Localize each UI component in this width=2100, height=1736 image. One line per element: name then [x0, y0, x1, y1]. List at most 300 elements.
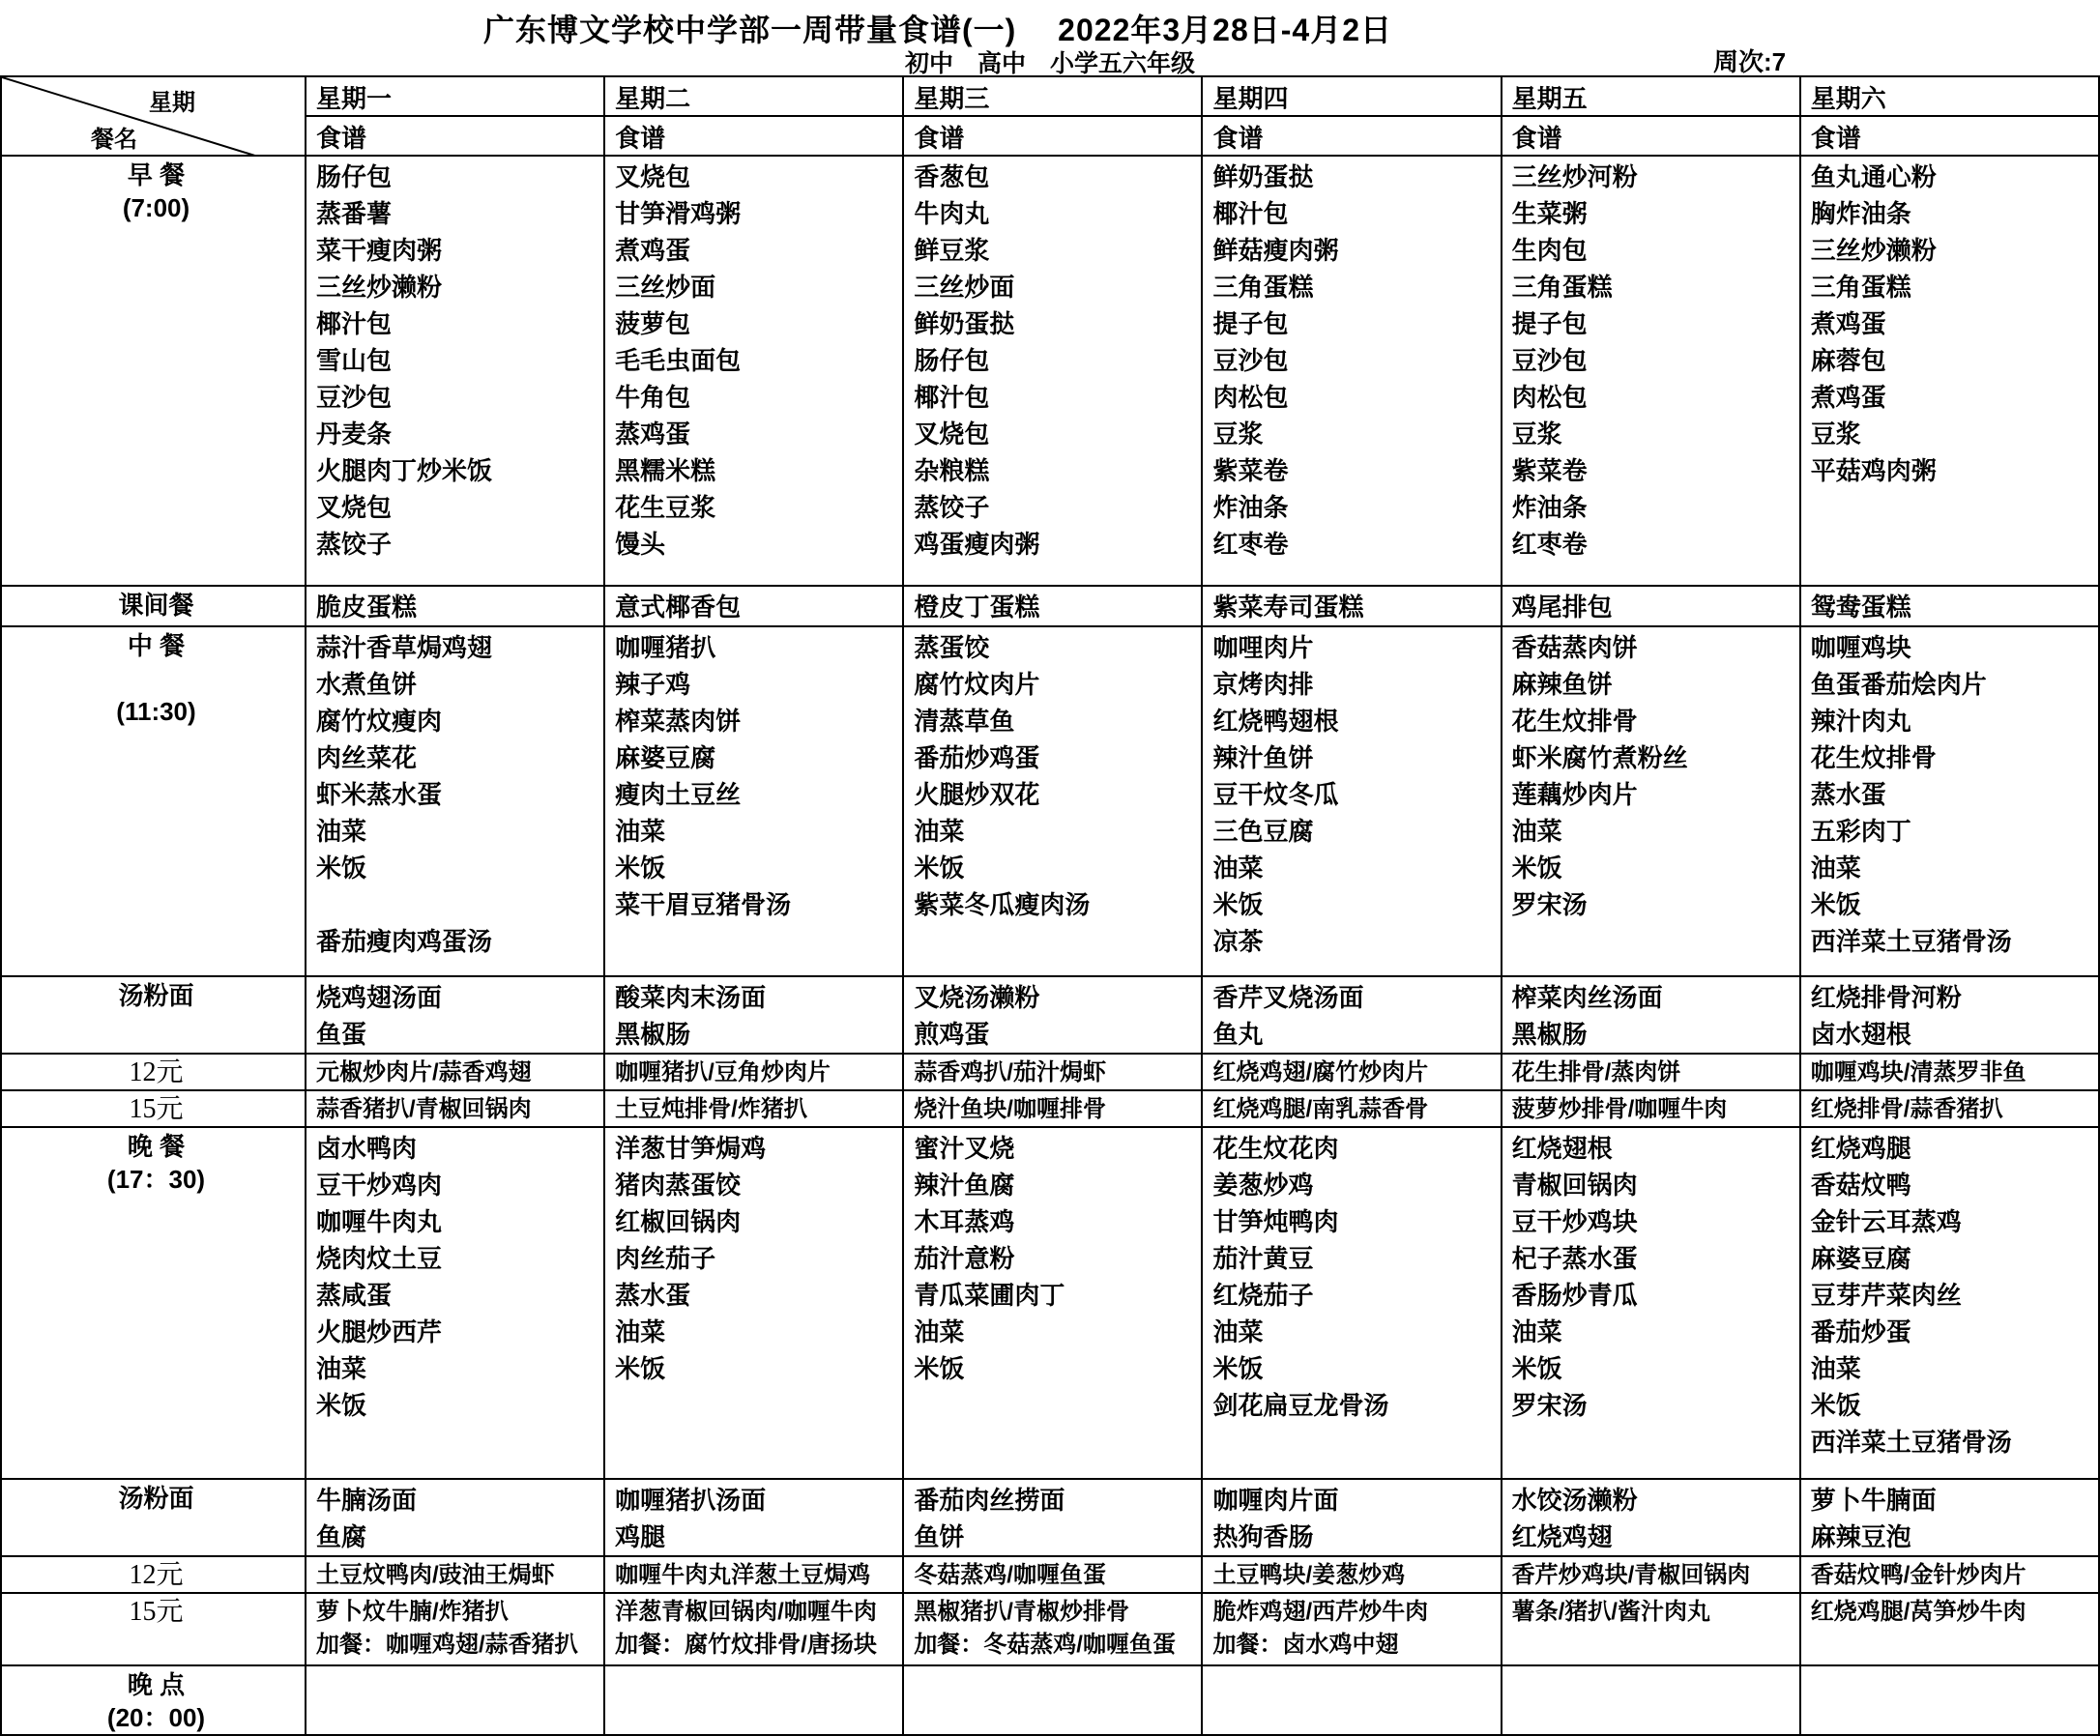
menu-item-line: 黑椒肠	[615, 1020, 691, 1049]
menu-item-line: 清蒸草鱼	[914, 707, 1015, 736]
menu-item-line: 咖喱猪扒	[615, 633, 716, 662]
menu-cell	[1800, 1665, 2099, 1735]
menu-item-line: 番茄炒鸡蛋	[914, 743, 1040, 772]
menu-item-line: 肠仔包	[914, 346, 990, 375]
menu-cell	[604, 1665, 903, 1735]
menu-cell	[1800, 1090, 2099, 1127]
menu-item-line: 豆沙包	[316, 383, 393, 412]
menu-item-line: 水煮鱼饼	[316, 670, 418, 699]
menu-item-line: 香肠炒青瓜	[1511, 1281, 1638, 1310]
menu-item-line: 番茄瘦肉鸡蛋汤	[316, 927, 493, 956]
menu-cell	[1502, 156, 1800, 586]
menu-item-line: 杂粮糕	[914, 456, 990, 485]
menu-cell	[604, 1090, 903, 1127]
menu-cell	[1202, 586, 1501, 626]
menu-item-line: 豆沙包	[1212, 346, 1289, 375]
menu-item-line: 鱼饼	[914, 1522, 965, 1551]
menu-item-line: 菜干眉豆猪骨汤	[615, 890, 792, 919]
menu-item-line: 鱼蛋	[316, 1020, 367, 1049]
menu-item-line: 油菜	[914, 1317, 965, 1346]
menu-item-line: 咖喱猪扒/豆角炒肉片	[615, 1059, 831, 1085]
menu-item-line: 甘笋滑鸡粥	[615, 199, 742, 228]
menu-item-line: 红枣卷	[1511, 530, 1588, 559]
row-label-snack	[1, 586, 306, 626]
menu-item-line: 鲜奶蛋挞	[914, 309, 1015, 338]
menu-item-line: 提子包	[1511, 309, 1588, 338]
menu-item-line: 元椒炒肉片/蒜香鸡翅	[316, 1059, 532, 1085]
menu-cell	[1800, 626, 2099, 976]
corner-label-meal: 餐名	[91, 127, 137, 153]
menu-row-lunch-noodles	[1, 976, 2099, 1054]
menu-cell	[1502, 1127, 1800, 1479]
menu-item-line: 米饭	[1511, 854, 1562, 882]
menu-item-line: 米饭	[316, 1391, 367, 1420]
menu-item-line: 豆干炆冬瓜	[1212, 780, 1339, 809]
menu-item-line: 提子包	[1212, 309, 1289, 338]
menu-cell	[1800, 1127, 2099, 1479]
menu-item-line: 米饭	[1212, 890, 1264, 919]
corner-cell	[1, 76, 306, 156]
menu-item-line: 木耳蒸鸡	[914, 1207, 1015, 1236]
menu-cell	[903, 1593, 1202, 1665]
menu-item-line: 香菇炆鸭	[1810, 1171, 1911, 1200]
menu-cell	[903, 976, 1202, 1054]
menu-item-line: 红烧排骨河粉	[1810, 983, 1962, 1012]
menu-cell	[1502, 626, 1800, 976]
menu-item-line: 花生炆排骨	[1511, 707, 1638, 736]
menu-item-line: 鸡尾排包	[1511, 593, 1613, 622]
menu-cell	[306, 156, 604, 586]
row-label-breakfast	[1, 156, 306, 586]
menu-item-line: 榨菜蒸肉饼	[615, 707, 742, 736]
menu-item-line: 黑糯米糕	[615, 456, 716, 485]
menu-item-line: 咖喱鸡块/清蒸罗非鱼	[1810, 1059, 2027, 1085]
recipe-header: 食谱	[903, 116, 1202, 156]
menu-cell	[1800, 1556, 2099, 1593]
menu-row-lunch-15	[1, 1090, 2099, 1127]
menu-item-line: 15元	[129, 1597, 184, 1627]
menu-item-line: 红椒回锅肉	[615, 1207, 742, 1236]
menu-item-line: 火腿炒双花	[914, 780, 1040, 809]
menu-item-line: 肠仔包	[316, 162, 393, 191]
menu-item-line: 凉茶	[1212, 927, 1264, 956]
menu-item-line: 三丝炒濑粉	[316, 273, 443, 302]
menu-item-line: 咖喱猪扒汤面	[615, 1486, 767, 1515]
menu-item-line: 肉丝菜花	[316, 743, 418, 772]
menu-item-line: 咖喱牛肉丸洋葱土豆焗鸡	[615, 1562, 871, 1588]
menu-item-line: 蜜汁叉烧	[914, 1134, 1015, 1163]
menu-item-line: 煮鸡蛋	[615, 236, 691, 265]
menu-item-line: 萝卜炆牛腩/炸猪扒	[316, 1599, 509, 1625]
menu-item-line: 米饭	[316, 854, 367, 882]
menu-row-dinner	[1, 1127, 2099, 1479]
menu-item-line: 蒜汁香草焗鸡翅	[316, 633, 493, 662]
menu-cell	[1202, 626, 1501, 976]
menu-item-line: 三丝炒面	[615, 273, 716, 302]
menu-cell	[306, 586, 604, 626]
menu-item-line: 香菇蒸肉饼	[1511, 633, 1638, 662]
menu-item-line: 中 餐	[127, 631, 186, 660]
menu-cell	[306, 1593, 604, 1665]
menu-item-line: 红烧鸡腿/南乳蒜香骨	[1212, 1096, 1429, 1122]
menu-item-line: 油菜	[316, 817, 367, 846]
menu-item-line: 米饭	[1810, 1391, 1861, 1420]
menu-row-lunch	[1, 626, 2099, 976]
menu-item-line: 火腿炒西芹	[316, 1317, 443, 1346]
recipe-header: 食谱	[306, 116, 604, 156]
menu-item-line: (20：00)	[106, 1703, 206, 1732]
menu-item-line: 雪山包	[316, 346, 393, 375]
menu-item-line: 茄汁黄豆	[1212, 1244, 1314, 1273]
menu-item-line: 豆芽芹菜肉丝	[1810, 1281, 1962, 1310]
menu-item-line: 煮鸡蛋	[1810, 383, 1886, 412]
menu-row-lunch-12	[1, 1054, 2099, 1090]
menu-item-line: 椰汁包	[316, 309, 393, 338]
menu-item-line: 汤粉面	[118, 1484, 194, 1513]
menu-cell	[1800, 1479, 2099, 1556]
menu-cell	[1800, 976, 2099, 1054]
menu-item-line: 蒸饺子	[316, 530, 393, 559]
menu-cell	[604, 626, 903, 976]
menu-item-line: 土豆炖排骨/炸猪扒	[615, 1096, 807, 1122]
menu-item-line: 杞子蒸水蛋	[1511, 1244, 1638, 1273]
menu-item-line: 12元	[129, 1560, 184, 1590]
menu-item-line: 炸油条	[1511, 493, 1588, 522]
day-header: 星期四	[1202, 76, 1501, 116]
menu-row-dinner-12	[1, 1556, 2099, 1593]
menu-item-line: 油菜	[615, 1317, 666, 1346]
menu-item-line: 蒸蛋饺	[914, 633, 990, 662]
menu-cell	[1502, 1556, 1800, 1593]
menu-item-line: 早 餐	[127, 160, 186, 189]
menu-row-dinner-noodles	[1, 1479, 2099, 1556]
row-label-dinner-12	[1, 1556, 306, 1593]
menu-item-line: 番茄炒蛋	[1810, 1317, 1911, 1346]
menu-item-line: 罗宋汤	[1511, 890, 1588, 919]
menu-cell	[1202, 1090, 1501, 1127]
menu-cell	[604, 1593, 903, 1665]
menu-item-line: 加餐：咖喱鸡翅/蒜香猪扒	[316, 1632, 578, 1658]
menu-item-line: 鸡蛋瘦肉粥	[914, 530, 1040, 559]
menu-cell	[1800, 586, 2099, 626]
menu-row-dinner-15	[1, 1593, 2099, 1665]
menu-item-line: 腐竹炆肉片	[914, 670, 1040, 699]
menu-item-line: 三角蛋糕	[1810, 273, 1911, 302]
menu-item-line: 鱼丸	[1212, 1020, 1264, 1049]
menu-row-late-snack	[1, 1665, 2099, 1735]
menu-item-line: 辣汁鱼饼	[1212, 743, 1314, 772]
menu-item-line: 蒸鸡蛋	[615, 420, 691, 448]
menu-item-line	[316, 886, 599, 923]
menu-cell	[1202, 1593, 1501, 1665]
menu-item-line: 花生炆花肉	[1212, 1134, 1339, 1163]
menu-item-line: 烧鸡翅汤面	[316, 983, 443, 1012]
menu-cell	[306, 976, 604, 1054]
menu-item-line: (7:00)	[122, 193, 190, 222]
menu-item-line: 鸳鸯蛋糕	[1810, 593, 1911, 622]
menu-item-line: 肉松包	[1511, 383, 1588, 412]
menu-item-line: 叉烧包	[914, 420, 990, 448]
menu-cell	[306, 1479, 604, 1556]
menu-item-line: 咖喱鸡块	[1810, 633, 1911, 662]
menu-cell	[306, 1127, 604, 1479]
menu-item-line: 豆干炒鸡块	[1511, 1207, 1638, 1236]
menu-item-line: 花生排骨/蒸肉饼	[1511, 1059, 1681, 1085]
menu-item-line: 莲藕炒肉片	[1511, 780, 1638, 809]
menu-cell	[1800, 156, 2099, 586]
menu-item-line: 紫菜卷	[1511, 456, 1588, 485]
menu-row-breakfast	[1, 156, 2099, 586]
menu-item-line: 油菜	[1212, 854, 1264, 882]
menu-item-line: 榨菜肉丝汤面	[1511, 983, 1663, 1012]
menu-item-line: 辣汁鱼腐	[914, 1171, 1015, 1200]
menu-item-line: 红烧排骨/蒜香猪扒	[1810, 1096, 2003, 1122]
menu-item-line: 虾米腐竹煮粉丝	[1511, 743, 1688, 772]
menu-item-line: 晚 点	[127, 1670, 186, 1699]
menu-item-line: 番茄肉丝捞面	[914, 1486, 1065, 1515]
menu-cell	[1502, 1593, 1800, 1665]
menu-cell	[306, 1090, 604, 1127]
menu-item-line: 橙皮丁蛋糕	[914, 593, 1040, 622]
menu-item-line: 米饭	[1511, 1354, 1562, 1383]
menu-item-line: 洋葱青椒回锅肉/咖喱牛肉	[615, 1599, 877, 1625]
menu-item-line: 豆浆	[1212, 420, 1264, 448]
menu-cell	[903, 1556, 1202, 1593]
menu-item-line: 三色豆腐	[1212, 817, 1314, 846]
page-title: 广东博文学校中学部一周带量食谱(一) 2022年3月28日-4月2日	[482, 13, 1393, 47]
menu-cell	[306, 1054, 604, 1090]
menu-item-line: 煎鸡蛋	[914, 1020, 990, 1049]
row-label-lunch-15	[1, 1090, 306, 1127]
menu-item-line: 平菇鸡肉粥	[1810, 456, 1937, 485]
menu-cell	[1800, 1054, 2099, 1090]
menu-item-line: 15元	[129, 1094, 184, 1124]
menu-item-line: 红烧鸡腿	[1810, 1134, 1911, 1163]
menu-item-line: 瘦肉土豆丝	[615, 780, 742, 809]
menu-item-line: 油菜	[1810, 854, 1861, 882]
menu-item-line: 三丝炒濑粉	[1810, 236, 1937, 265]
day-header: 星期六	[1800, 76, 2099, 116]
menu-item-line: 米饭	[914, 1354, 965, 1383]
row-label-lunch	[1, 626, 306, 976]
menu-cell	[306, 1665, 604, 1735]
menu-item-line: 米饭	[1810, 890, 1861, 919]
menu-item-line: 红烧鸡腿/莴笋炒牛肉	[1810, 1599, 2027, 1625]
row-label-dinner	[1, 1127, 306, 1479]
menu-item-line: 豆浆	[1810, 420, 1861, 448]
menu-item-line: 紫菜冬瓜瘦肉汤	[914, 890, 1091, 919]
day-header: 星期二	[604, 76, 903, 116]
menu-item-line: 蒜香猪扒/青椒回锅肉	[316, 1096, 532, 1122]
menu-item-line: 蒸咸蛋	[316, 1281, 393, 1310]
recipe-header: 食谱	[1202, 116, 1501, 156]
menu-item-line: 酸菜肉末汤面	[615, 983, 767, 1012]
menu-item-line: 香菇炆鸭/金针炒肉片	[1810, 1562, 2027, 1588]
row-label-late-snack	[1, 1665, 306, 1735]
menu-item-line: 剑花扁豆龙骨汤	[1212, 1391, 1389, 1420]
menu-item-line: 咖哩肉片	[1212, 633, 1314, 662]
menu-item-line: 西洋菜土豆猪骨汤	[1810, 1428, 2012, 1457]
recipe-header: 食谱	[604, 116, 903, 156]
menu-item-line: 晚 餐	[127, 1132, 186, 1161]
recipe-header: 食谱	[1800, 116, 2099, 156]
menu-item-line: 油菜	[1511, 1317, 1562, 1346]
menu-item-line: 牛肉丸	[914, 199, 990, 228]
menu-item-line: 红烧鸭翅根	[1212, 707, 1339, 736]
menu-item-line: 麻婆豆腐	[615, 743, 716, 772]
menu-item-line: 猪肉蒸蛋饺	[615, 1171, 742, 1200]
menu-cell	[903, 1479, 1202, 1556]
days-header-row	[1, 76, 2099, 116]
menu-item-line: 咖喱肉片面	[1212, 1486, 1339, 1515]
menu-item-line: 叉烧汤濑粉	[914, 983, 1040, 1012]
menu-item-line: 火腿肉丁炒米饭	[316, 456, 493, 485]
menu-item-line: 12元	[129, 1057, 184, 1087]
menu-item-line: 丹麦条	[316, 420, 393, 448]
menu-item-line: 水饺汤濑粉	[1511, 1486, 1638, 1515]
week-number: 周次:7	[1713, 47, 1787, 76]
menu-item-line: 牛腩汤面	[316, 1486, 418, 1515]
menu-item-line: 西洋菜土豆猪骨汤	[1810, 927, 2012, 956]
menu-item-line: 黑椒肠	[1511, 1020, 1588, 1049]
menu-cell	[1202, 1556, 1501, 1593]
row-label-lunch-12	[1, 1054, 306, 1090]
menu-row-snack	[1, 586, 2099, 626]
menu-item-line: 椰汁包	[914, 383, 990, 412]
row-label-dinner-noodles	[1, 1479, 306, 1556]
menu-item-line: 蒸水蛋	[1810, 780, 1886, 809]
menu-cell	[604, 156, 903, 586]
menu-item-line: 辣子鸡	[615, 670, 691, 699]
recipe-header: 食谱	[1502, 116, 1800, 156]
menu-item-line: 鱼蛋番茄烩肉片	[1810, 670, 1987, 699]
menu-cell	[1202, 1479, 1501, 1556]
day-header: 星期三	[903, 76, 1202, 116]
menu-item-line: 虾米蒸水蛋	[316, 780, 443, 809]
menu-item-line: 叉烧包	[316, 493, 393, 522]
menu-item-line: 麻辣豆泡	[1810, 1522, 1911, 1551]
menu-item-line: 红烧鸡翅	[1511, 1522, 1613, 1551]
menu-item-line: 萝卜牛腩面	[1810, 1486, 1937, 1515]
document-header	[0, 0, 2100, 75]
menu-item-line: 蒸番薯	[316, 199, 393, 228]
menu-item-line: 鲜奶蛋挞	[1212, 162, 1314, 191]
menu-cell	[903, 1665, 1202, 1735]
menu-cell	[306, 626, 604, 976]
menu-item-line: 油菜	[1810, 1354, 1861, 1383]
menu-item-line: 鱼丸通心粉	[1810, 162, 1937, 191]
menu-cell	[1502, 1665, 1800, 1735]
menu-cell	[604, 586, 903, 626]
menu-item-line: 青椒回锅肉	[1511, 1171, 1638, 1200]
menu-item-line: 红烧茄子	[1212, 1281, 1314, 1310]
menu-item-line: 三角蛋糕	[1212, 273, 1314, 302]
menu-item-line: 香葱包	[914, 162, 990, 191]
menu-cell	[1502, 976, 1800, 1054]
menu-item-line: 生菜粥	[1511, 199, 1588, 228]
menu-cell	[1202, 1054, 1501, 1090]
menu-cell	[1502, 586, 1800, 626]
menu-item-line: 三丝炒面	[914, 273, 1015, 302]
weekly-menu-table	[0, 75, 2100, 1736]
menu-item-line: 土豆鸭块/姜葱炒鸡	[1212, 1562, 1406, 1588]
row-label-lunch-noodles	[1, 976, 306, 1054]
menu-item-line: 卤水翅根	[1810, 1020, 1911, 1049]
menu-cell	[604, 1556, 903, 1593]
menu-item-line: 金针云耳蒸鸡	[1810, 1207, 1962, 1236]
menu-item-line: 加餐：卤水鸡中翅	[1212, 1632, 1399, 1658]
menu-item-line: 洋葱甘笋焗鸡	[615, 1134, 767, 1163]
menu-item-line: 冬菇蒸鸡/咖喱鱼蛋	[914, 1562, 1106, 1588]
menu-item-line: 胸炸油条	[1810, 199, 1911, 228]
menu-item-line: 课间餐	[118, 591, 194, 620]
menu-item-line: 麻婆豆腐	[1810, 1244, 1911, 1273]
menu-item-line: 豆浆	[1511, 420, 1562, 448]
menu-item-line: 香芹叉烧汤面	[1212, 983, 1364, 1012]
menu-item-line: 京烤肉排	[1212, 670, 1314, 699]
menu-item-line: 卤水鸭肉	[316, 1134, 418, 1163]
menu-cell	[903, 1054, 1202, 1090]
menu-item-line: 鲜菇瘦肉粥	[1212, 236, 1339, 265]
menu-cell	[903, 156, 1202, 586]
menu-item-line: 生肉包	[1511, 236, 1588, 265]
menu-item-line: 甘笋炖鸭肉	[1212, 1207, 1339, 1236]
menu-item-line: (17：30)	[106, 1165, 206, 1194]
menu-item-line: 鱼腐	[316, 1522, 367, 1551]
menu-item-line: 肉松包	[1212, 383, 1289, 412]
menu-item-line: 鸡腿	[615, 1522, 666, 1551]
menu-item-line: 油菜	[914, 817, 965, 846]
menu-item-line: 油菜	[615, 817, 666, 846]
menu-item-line: 烧汁鱼块/咖喱排骨	[914, 1096, 1106, 1122]
menu-cell	[1800, 1593, 2099, 1665]
menu-item-line: 红烧鸡翅/腐竹炒肉片	[1212, 1059, 1429, 1085]
menu-cell	[604, 1127, 903, 1479]
menu-cell	[1202, 976, 1501, 1054]
menu-cell	[1202, 156, 1501, 586]
menu-item-line: 米饭	[1212, 1354, 1264, 1383]
menu-item-line: 脆炸鸡翅/西芹炒牛肉	[1212, 1599, 1429, 1625]
menu-item-line: 菜干瘦肉粥	[316, 236, 443, 265]
menu-item-line: 加餐：腐竹炆排骨/唐扬块	[615, 1632, 877, 1658]
menu-item-line: 三丝炒河粉	[1511, 162, 1638, 191]
grade-subtitle: 初中 高中 小学五六年级	[904, 50, 1195, 77]
menu-item-line: 土豆炆鸭肉/豉油王焗虾	[316, 1562, 555, 1588]
menu-item-line: 椰汁包	[1212, 199, 1289, 228]
menu-cell	[1502, 1054, 1800, 1090]
menu-item-line: 蒜香鸡扒/茄汁焗虾	[914, 1059, 1106, 1085]
menu-item-line: 加餐：冬菇蒸鸡/咖喱鱼蛋	[914, 1632, 1176, 1658]
menu-cell	[903, 1090, 1202, 1127]
menu-item-line: 红烧翅根	[1511, 1134, 1613, 1163]
menu-cell	[604, 1479, 903, 1556]
menu-item-line: 肉丝茄子	[615, 1244, 716, 1273]
menu-item-line: 豆沙包	[1511, 346, 1588, 375]
menu-item-line: 油菜	[1212, 1317, 1264, 1346]
menu-item-line: 脆皮蛋糕	[316, 593, 418, 622]
menu-item-line: 黑椒猪扒/青椒炒排骨	[914, 1599, 1129, 1625]
menu-item-line: 青瓜菜圃肉丁	[914, 1281, 1065, 1310]
menu-item-line: 馒头	[615, 530, 666, 559]
menu-item-line: 红枣卷	[1212, 530, 1289, 559]
menu-item-line: 鲜豆浆	[914, 236, 990, 265]
menu-item-line: 米饭	[615, 854, 666, 882]
menu-item-line: 姜葱炒鸡	[1212, 1171, 1314, 1200]
menu-item-line: 辣汁肉丸	[1810, 707, 1911, 736]
menu-item-line: 蒸饺子	[914, 493, 990, 522]
menu-item-line: 香芹炒鸡块/青椒回锅肉	[1511, 1562, 1751, 1588]
menu-item-line: 牛角包	[615, 383, 691, 412]
